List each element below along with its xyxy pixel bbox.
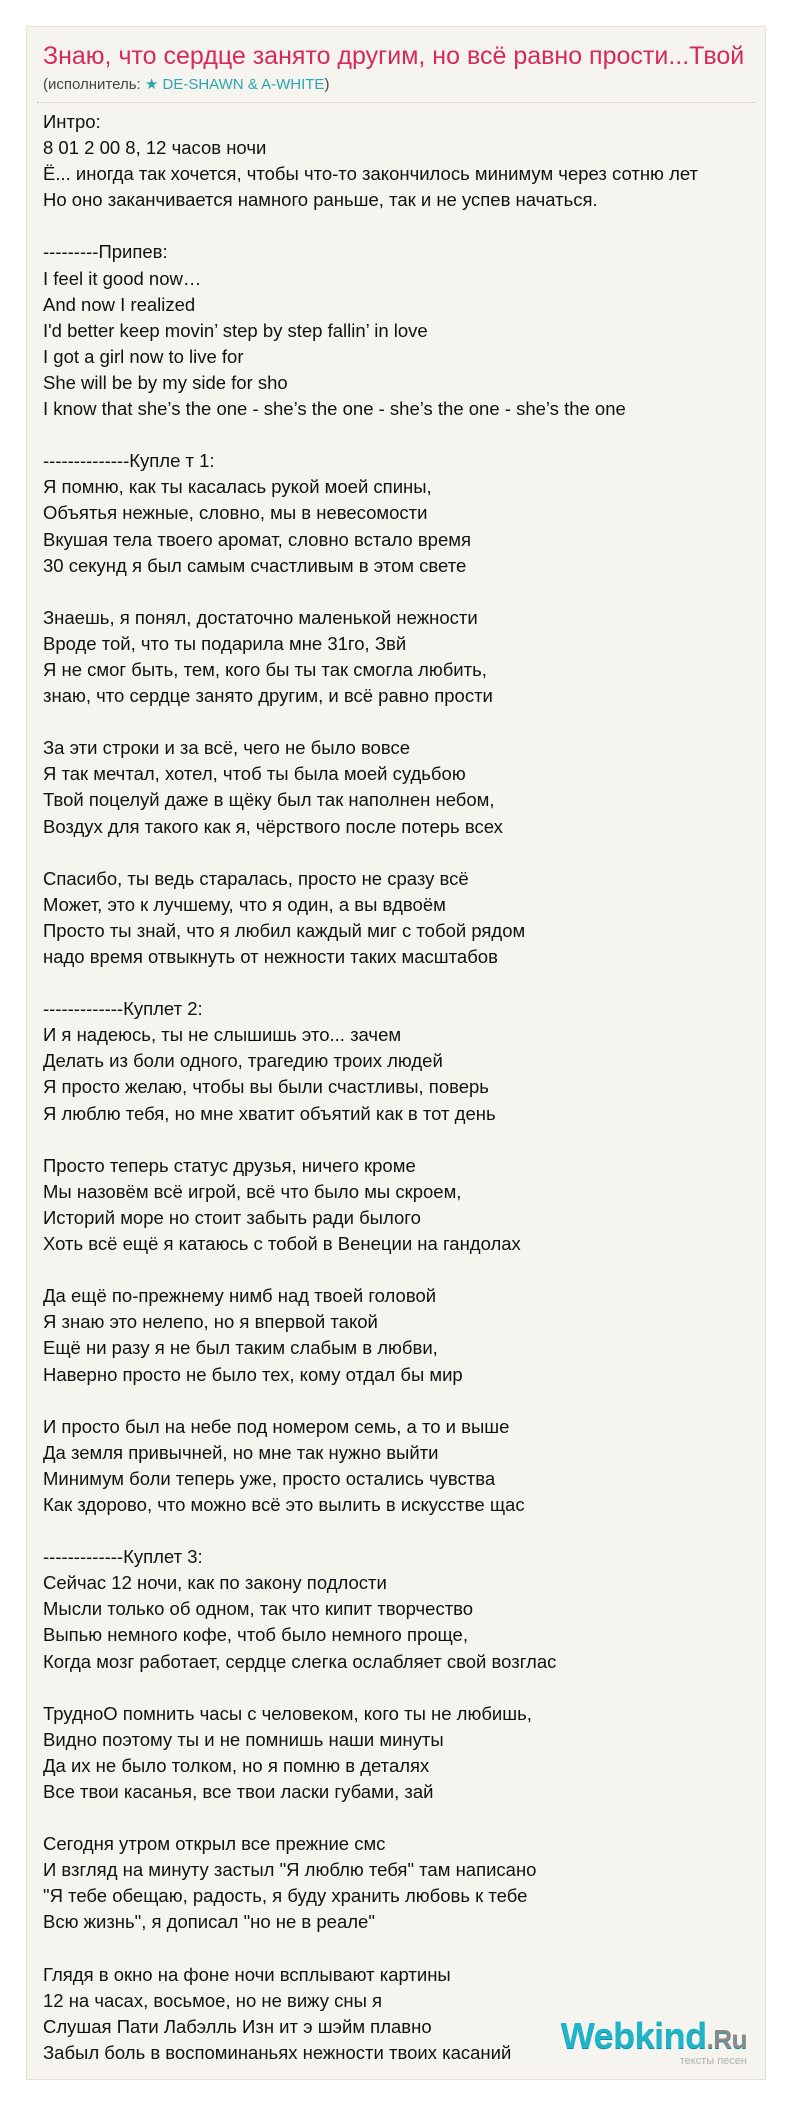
lyric-line: Всю жизнь", я дописал "но не в реале" [43, 1911, 375, 1933]
lyric-line: ТрудноО помнить часы с человеком, кого ты не любишь, [43, 1702, 532, 1724]
lyric-line: Ё... иногда так хочется, чтобы что-то закончилось минимум через сотню лет [43, 163, 699, 185]
lyric-line: 8 01 2 00 8, 12 часов ночи [43, 137, 267, 159]
lyric-line: Вкушая тела твоего аромат, словно встало время [43, 528, 471, 550]
artist-link[interactable]: ★ DE-SHAWN & A-WHITE [144, 76, 325, 93]
lyric-line: Спасибо, ты ведь старалась, просто не сразу всё [43, 867, 469, 889]
logo-tagline: тексты песен [679, 2055, 747, 2067]
lyric-line: Видно поэтому ты и не помнишь наши минуты [43, 1728, 444, 1750]
lyric-line: ---------Припев: [43, 241, 168, 263]
lyric-line: Забыл боль в воспоминаньях нежности твоих касаний [43, 2041, 512, 2063]
lyric-line: Интро: [43, 111, 101, 132]
lyric-line: Как здорово, что можно всё это вылить в искусстве щас [43, 1493, 525, 1515]
lyric-line: 12 на часах, восьмое, но не вижу сны я [43, 1989, 383, 2011]
lyric-line: Делать из боли одного, трагедию троих людей [43, 1050, 443, 1072]
lyric-line: Я просто желаю, чтобы вы были счастливы, поверь [43, 1076, 489, 1098]
lyric-line: Да ещё по-прежнему нимб над твоей головой [43, 1285, 437, 1307]
stanza-gap [43, 709, 755, 735]
artist-prefix: (исполнитель: [43, 76, 145, 93]
lyric-line: Сегодня утром открыл все прежние смс [43, 1833, 386, 1855]
lyric-line: За эти строки и за всё, чего не было вовсе [43, 737, 411, 759]
lyric-line: I got a girl now to live for [43, 345, 244, 367]
lyric-line: -------------Куплет 3: [43, 1546, 203, 1568]
lyric-line: Выпью немного кофе, чтоб было немного проще, [43, 1624, 468, 1646]
lyric-line: Объятья нежные, словно, мы в невесомости [43, 502, 428, 524]
lyric-line: И я надеюсь, ты не слышишь это... зачем [43, 1024, 402, 1046]
lyric-line: 30 секунд я был самым счастливым в этом свете [43, 554, 467, 576]
lyric-line: Мы назовём всё игрой, всё что было мы скроем, [43, 1180, 462, 1202]
header-divider [37, 102, 755, 103]
lyric-line: Ещё ни разу я не был таким слабым в любви, [43, 1337, 438, 1359]
lyric-line: Историй море но стоит забыть ради былого [43, 1206, 421, 1228]
lyric-line: Вроде той, что ты подарила мне 31го, Звй [43, 632, 407, 654]
lyric-line: Я так мечтал, хотел, чтоб ты была моей судьбою [43, 763, 466, 785]
lyric-line: знаю, что сердце занято другим, и всё равно прости [43, 685, 493, 707]
lyric-line: And now I realized [43, 293, 196, 315]
logo-tld: .Ru [706, 2024, 747, 2054]
lyric-line: Просто ты знай, что я любил каждый миг с тобой рядом [43, 919, 526, 941]
lyric-line: Когда мозг работает, сердце слегка ослабляет свой возглас [43, 1650, 557, 1672]
lyric-line: Мысли только об одном, так что кипит творчество [43, 1598, 474, 1620]
lyric-line: И взгляд на минуту застыл "Я люблю тебя" там написано [43, 1859, 537, 1881]
lyric-line: Знаешь, я понял, достаточно маленькой нежности [43, 606, 478, 628]
lyric-line: Хоть всё ещё я катаюсь с тобой в Венеции на гандолах [43, 1233, 521, 1255]
logo-wordmark: Webkind [560, 2015, 707, 2056]
lyric-line: -------------Куплет 2: [43, 998, 203, 1020]
lyric-line: Наверно просто не было тех, кому отдал бы мир [43, 1363, 463, 1385]
lyric-line: Твой поцелуй даже в щёку был так наполнен небом, [43, 789, 495, 811]
lyric-line: И просто был на небе под номером семь, а то и выше [43, 1415, 510, 1437]
lyric-line: Я люблю тебя, но мне хватит объятий как в тот день [43, 1102, 496, 1124]
lyric-line: --------------Купле т 1: [43, 450, 215, 472]
lyric-line: Просто теперь статус друзья, ничего кроме [43, 1154, 416, 1176]
lyric-line: Но оно заканчивается намного раньше, так и не успев начаться. [43, 189, 598, 211]
stanza-gap [43, 422, 755, 448]
lyric-line: Воздух для такого как я, чёрствого после потерь всех [43, 815, 503, 837]
lyric-line: I feel it good now… [43, 267, 202, 289]
stanza-gap [43, 579, 755, 605]
lyric-line: Минимум боли теперь уже, просто остались чувства [43, 1467, 496, 1489]
stanza-gap [43, 1805, 755, 1831]
lyrics-text [43, 109, 755, 2066]
lyric-line: Может, это к лучшему, что я один, а вы вдвоём [43, 893, 446, 915]
lyric-line: Все твои касанья, все твои ласки губами, зай [43, 1781, 434, 1802]
artist-suffix: ) [324, 76, 330, 93]
stanza-gap [43, 1518, 755, 1544]
stanza-gap [43, 1127, 755, 1153]
stanza-gap [43, 1936, 755, 1962]
artist-line [43, 76, 329, 94]
lyrics-card [26, 26, 766, 2080]
lyric-line: "Я тебе обещаю, радость, я буду хранить любовь к тебе [43, 1885, 528, 1907]
lyric-line: Я помню, как ты касалась рукой моей спины, [43, 476, 432, 498]
song-title: Знаю, что сердце занято другим, но всё равно прости...Твой [43, 42, 745, 70]
lyric-line: I'd better keep movin’ step by step fallin’ in love [43, 319, 428, 341]
stanza-gap [43, 213, 755, 239]
lyric-line: Да земля привычней, но мне так нужно выйти [43, 1441, 439, 1463]
lyric-line: Я не смог быть, тем, кого бы ты так смогла любить, [43, 658, 487, 680]
stanza-gap [43, 840, 755, 866]
stanza-gap [43, 1675, 755, 1701]
lyric-line: надо время отвыкнуть от нежности таких масштабов [43, 946, 498, 967]
stanza-gap [43, 1388, 755, 1414]
lyric-line: Да их не было толком, но я помню в деталях [43, 1754, 430, 1776]
lyric-line: Слушая Пати Лабэлль Изн ит э шэйм плавно [43, 2015, 432, 2037]
stanza-gap [43, 1257, 755, 1283]
lyric-line: She will be by my side for sho [43, 371, 288, 393]
webkind-logo[interactable] [560, 2015, 747, 2067]
lyric-line: Глядя в окно на фоне ночи всплывают картины [43, 1963, 451, 1985]
lyric-line: I know that she’s the one - she’s the one - she’s the one - she’s the one [43, 398, 626, 420]
lyric-line: Я знаю это нелепо, но я впервой такой [43, 1311, 378, 1333]
lyric-line: Сейчас 12 ночи, как по закону подлости [43, 1572, 387, 1594]
stanza-gap [43, 970, 755, 996]
